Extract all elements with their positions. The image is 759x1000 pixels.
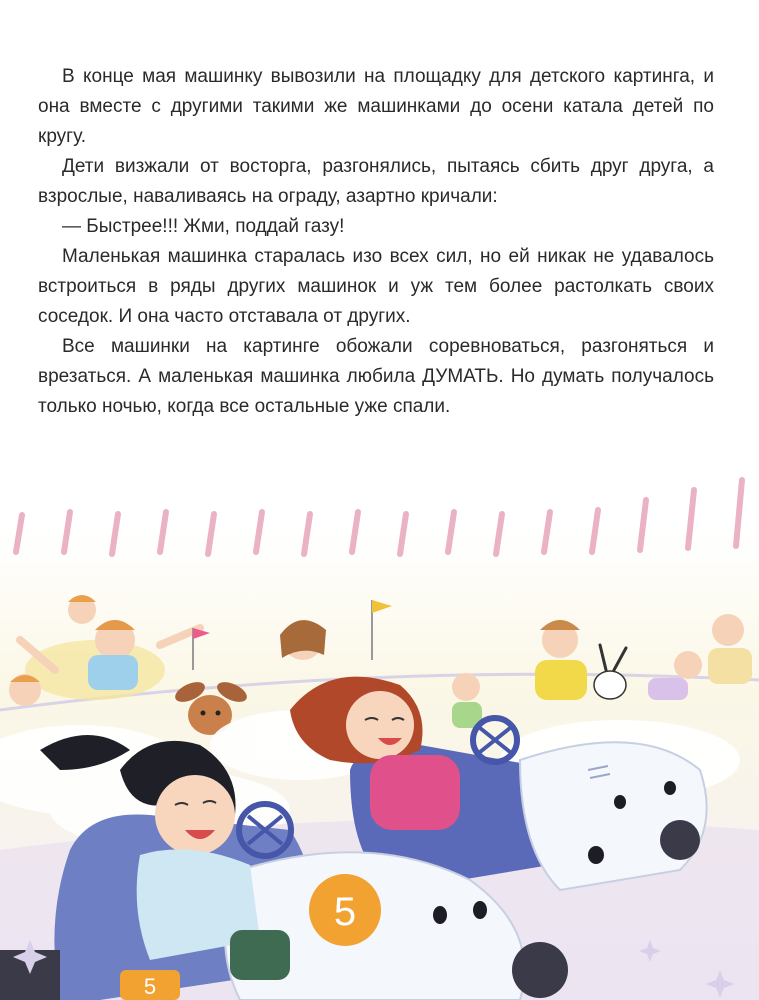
paragraph-1: В конце мая машинку вывозили на площадку для детского картинга, и она вместе с другими такими же машинками до осени катала детей по кругу.: [38, 66, 714, 147]
paragraph-4: Маленькая машинка старалась изо всех сил, но ей никак не удавалось встроиться в ряды других машинок и уж тем более растолкать своих соседок. И она часто отставала от других.: [38, 246, 714, 327]
paragraph-3: — Быстрее!!! Жми, поддай газу!: [62, 216, 345, 237]
paragraph-2: Дети визжали от восторга, разгонялись, пытаясь сбить друг друга, а взрослые, наваливаясь на ограду, азартно кричали:: [38, 156, 714, 207]
kart-number: 5: [333, 890, 357, 934]
svg-text:5: 5: [143, 974, 157, 999]
paragraph-5: Все машинки на картинге обожали соревноваться, разгоняться и врезаться. А маленькая машинка любила ДУМАТЬ. Но думать получалось только ночью, когда все остальные уже спали.: [38, 336, 714, 417]
story-text: [38, 62, 714, 422]
go-kart-illustration: [0, 470, 759, 1000]
